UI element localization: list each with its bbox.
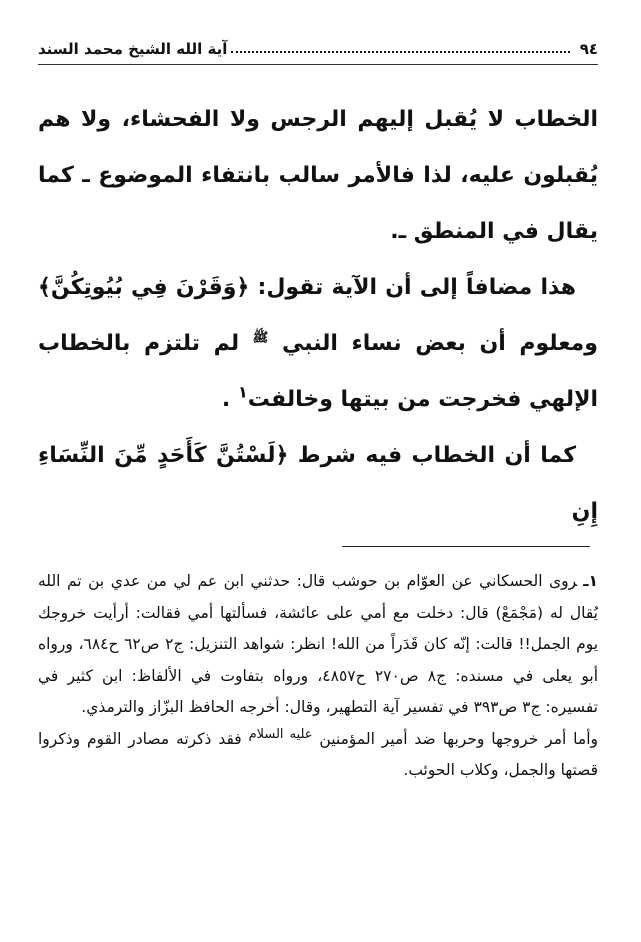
page-number: ٩٤	[579, 40, 598, 58]
footnote-marker[interactable]: ١	[237, 382, 248, 402]
page-header	[38, 28, 598, 58]
footnote-honorific: عليه السلام	[248, 726, 313, 742]
footnotes	[38, 566, 598, 787]
paragraph-2	[38, 260, 598, 428]
footnote-2-part-2: فقد ذكرته مصادر القوم وذكروا قصتها والجمل، وكلاب الحوئب.	[38, 729, 598, 779]
paragraph-2-part-2: لم تلتزم بالخطاب الإلهي فخرجت من بيتها وخالفت	[38, 331, 598, 412]
footnote-2-part-1: وأما أمر خروجها وحربها ضد أمير المؤمنين	[319, 729, 598, 748]
honorific-symbol: ﷺ	[252, 330, 269, 346]
header-dotted-leader	[231, 51, 569, 53]
header-rule	[38, 64, 598, 65]
paragraph-2-part-1: هذا مضافاً إلى أن الآية تقول: ﴿وَقَرْنَ فِي بُيُوتِكُنَّ﴾ ومعلوم أن بعض نساء النبي	[38, 275, 598, 356]
footnote-separator	[342, 546, 590, 547]
main-text	[38, 92, 598, 540]
paragraph-3: كما أن الخطاب فيه شرط ﴿لَسْتُنَّ كَأَحَدٍ مِّنَ النِّسَاءِ إِنِ	[38, 443, 598, 524]
paragraph-2-end: .	[221, 387, 231, 412]
paragraph-1: الخطاب لا يُقبل إليهم الرجس ولا الفحشاء، ولا هم يُقبلون عليه، لذا فالأمر سالب بانتفاء الموضوع ـ كما يقال في المنطق ـ.	[38, 107, 598, 244]
footnote-1	[38, 566, 598, 724]
footnote-number: ١ـ	[583, 572, 598, 590]
running-title: آية الله الشيخ محمد السند	[38, 40, 228, 58]
footnote-1-continued	[38, 724, 598, 787]
footnote-1-text: روى الحسكاني عن العوّام بن حوشب قال: حدثني ابن عم لي من عدي بن تم الله يُقال له (مَجْمَعْ) قال: دخلت مع أمي على عائشة، فسألتها أمي فقالت: أرأيت خروجك يوم الجمل!! قالت: إنّه كان قَدَراً من الله! انظر: شواهد التنزيل: ج٢ ص٦٢ ح٦٨٤، ورواه أبو يعلى في مسنده: ج٨ ص٢٧٠ ح٤٨٥٧، ورواه بتفاوت في الألفاظ: ابن كثير في تفسيره: ج٣ ص٣٩٣ في تفسير آية التطهير، وقال: أخرجه الحافظ البزّاز والترمذي.	[38, 572, 599, 716]
